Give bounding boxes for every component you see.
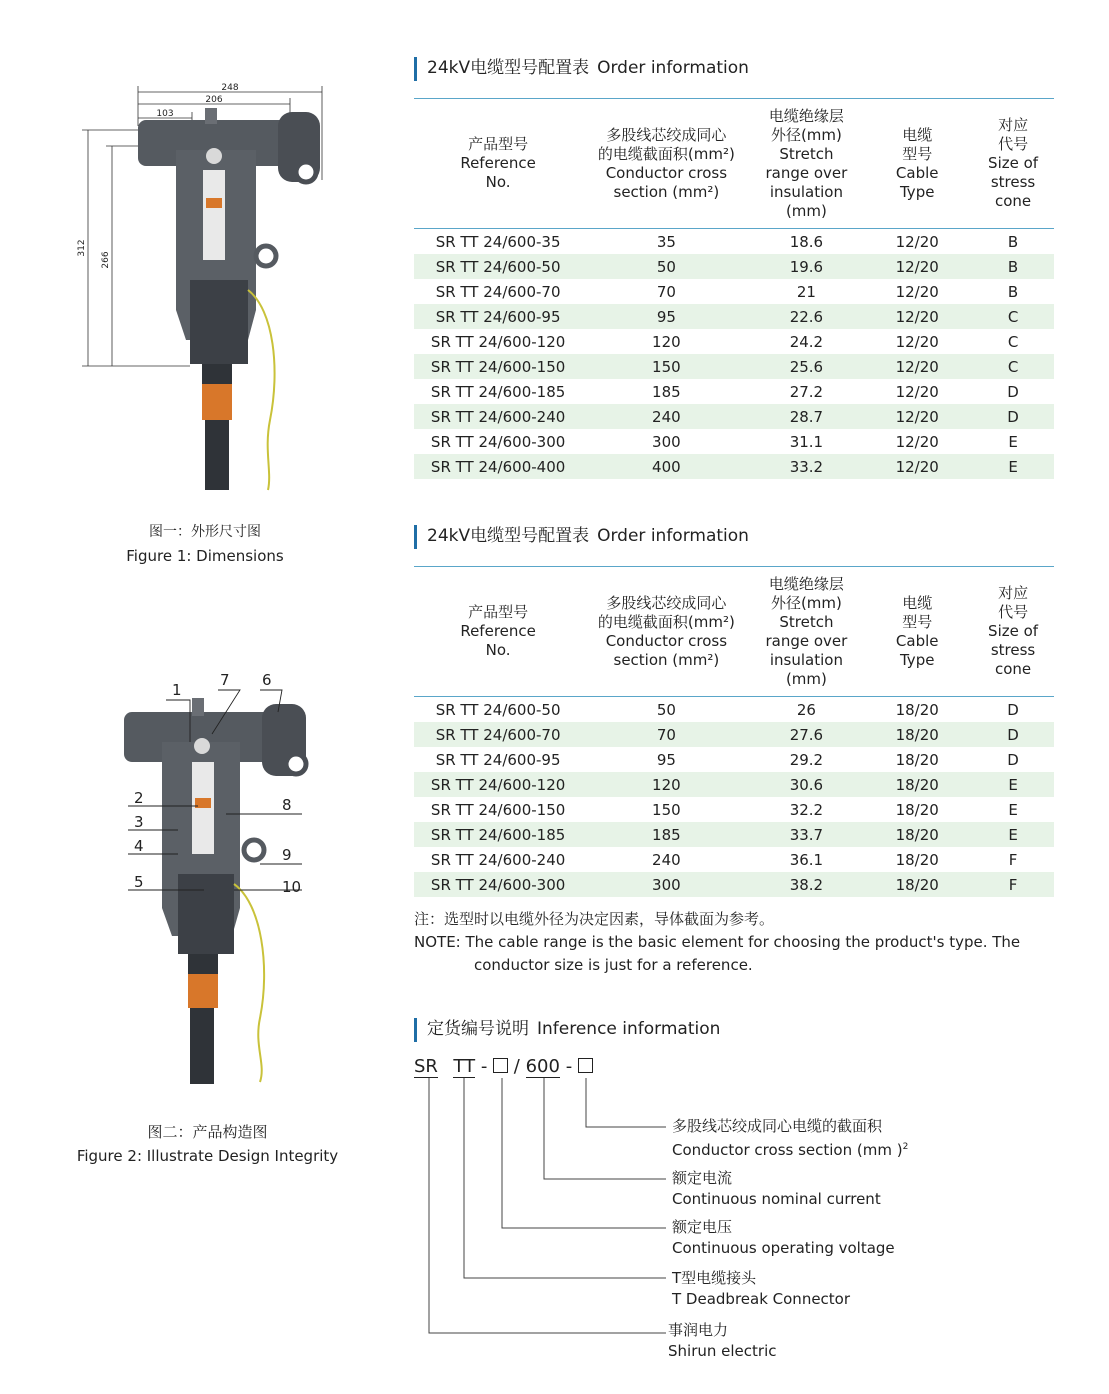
callout-4: 4 (134, 837, 144, 855)
callout-1: 1 (172, 681, 182, 699)
header-line: Reference (460, 622, 536, 640)
dim-266: 266 (101, 251, 111, 269)
cell-section: 50 (656, 700, 676, 719)
table-row (414, 404, 1054, 429)
cell-reference: SR TT 24/600-50 (414, 254, 582, 279)
order-info-table-2 (414, 566, 1054, 897)
cell-stretch: 27.2 (789, 382, 824, 401)
legend-voltage-zh: 额定电压 (672, 1218, 733, 1236)
cell-cable-type: 12/20 (862, 254, 972, 279)
cell-reference: SR TT 24/600-35 (435, 232, 561, 251)
cell-section: 95 (656, 750, 676, 769)
cell-stretch: 29.2 (789, 750, 824, 769)
dim-312: 312 (77, 239, 87, 257)
header-line: insulation (769, 650, 843, 669)
header-cable-type (862, 99, 972, 229)
header-cable-type (862, 567, 972, 697)
cell-reference: SR TT 24/600-50 (435, 700, 561, 719)
cell-cone: B (972, 254, 1054, 279)
table-1-title-en: Order information (597, 58, 749, 78)
cell-reference: SR TT 24/600-300 (414, 872, 582, 897)
cell-cone: E (972, 454, 1054, 479)
figure-1-caption (60, 520, 350, 568)
note-en-line-2: conductor size is just for a reference. (474, 956, 753, 974)
header-line: 产品型号 (468, 603, 529, 621)
cell-cable-type: 18/20 (895, 750, 939, 769)
cell-cable-type: 12/20 (895, 232, 939, 251)
callout-8: 8 (282, 796, 292, 814)
cell-cable-type: 12/20 (895, 432, 939, 451)
cell-cone: D (1007, 382, 1019, 401)
cell-section: 95 (582, 304, 750, 329)
code-separator: - (565, 1056, 573, 1077)
cell-cable-type: 18/20 (862, 772, 972, 797)
callout-3: 3 (134, 813, 144, 831)
cell-cable-type: 12/20 (895, 332, 939, 351)
cell-stretch: 22.6 (751, 304, 863, 329)
cell-stretch: 33.2 (751, 454, 863, 479)
cell-cable-type: 12/20 (895, 382, 939, 401)
cell-cable-type: 18/20 (862, 722, 972, 747)
cell-cable-type: 12/20 (862, 454, 972, 479)
header-line: insulation (769, 182, 843, 201)
cell-cone: D (1007, 750, 1019, 769)
header-stress-cone (972, 99, 1054, 229)
figure-2-caption-en: Figure 2: Illustrate Design Integrity (76, 1147, 339, 1165)
header-line: 代号 (998, 603, 1029, 621)
cell-cable-type: 12/20 (895, 282, 939, 301)
header-line: Stretch (779, 144, 834, 163)
header-conductor-section (582, 99, 750, 229)
header-line: 电缆绝缘层 (768, 574, 844, 593)
header-line: 多股线芯绞成同心 (606, 593, 727, 612)
header-line: cone (994, 660, 1032, 678)
table-row (414, 454, 1054, 479)
code-separator: - (480, 1056, 488, 1077)
cell-section: 240 (652, 850, 681, 869)
header-line: stress (990, 173, 1036, 191)
table-row (414, 254, 1054, 279)
dim-206: 206 (205, 95, 223, 105)
cell-reference: SR TT 24/600-70 (435, 282, 561, 301)
header-line: 电缆绝缘层 (768, 106, 844, 125)
table-row (414, 747, 1054, 772)
code-part-600: 600 (525, 1056, 560, 1077)
cell-cone: D (972, 404, 1054, 429)
table-row (414, 279, 1054, 304)
header-line: 代号 (998, 135, 1029, 153)
cell-reference: SR TT 24/600-240 (430, 850, 566, 869)
cell-cone: C (1007, 332, 1019, 351)
cell-reference: SR TT 24/600-95 (435, 750, 561, 769)
header-stress-cone (972, 567, 1054, 697)
cell-stretch: 25.6 (751, 354, 863, 379)
table-row (414, 304, 1054, 329)
header-line: 对应 (998, 116, 1029, 134)
figure-2-caption (40, 1120, 375, 1168)
header-line: No. (485, 641, 511, 659)
header-line: Stretch (779, 612, 834, 631)
cell-reference: SR TT 24/600-240 (414, 404, 582, 429)
cell-reference: SR TT 24/600-150 (430, 800, 566, 819)
header-line: cone (994, 192, 1032, 210)
cell-section: 300 (652, 432, 681, 451)
table-row (414, 429, 1054, 454)
legend-item-current (672, 1168, 881, 1210)
cell-section: 70 (582, 722, 750, 747)
legend-connector-zh: T型电缆接头 (672, 1269, 757, 1287)
header-line: Type (899, 650, 935, 669)
cell-section: 300 (582, 872, 750, 897)
cell-section: 400 (582, 454, 750, 479)
cell-section: 35 (656, 232, 676, 251)
cell-stretch: 19.6 (751, 254, 863, 279)
inference-leader-lines (414, 1076, 674, 1346)
header-line: 对应 (998, 584, 1029, 602)
cell-section: 185 (582, 822, 750, 847)
header-line: Cable (895, 631, 939, 650)
cell-cable-type: 18/20 (862, 872, 972, 897)
order-info-table-1 (414, 98, 1054, 479)
table-row (414, 329, 1054, 354)
cell-section: 150 (582, 354, 750, 379)
legend-item-voltage (672, 1217, 895, 1259)
code-voltage-box (493, 1058, 508, 1073)
inference-title-zh: 定货编号说明 (427, 1019, 529, 1039)
figure-1-caption-en: Figure 1: Dimensions (126, 547, 284, 565)
note-zh: 注：选型时以电缆外径为决定因素，导体截面为参考。 (414, 910, 775, 928)
table-row (414, 772, 1054, 797)
cell-cable-type: 18/20 (895, 700, 939, 719)
inference-title (414, 1018, 720, 1042)
cell-cable-type: 18/20 (862, 822, 972, 847)
callout-10: 10 (282, 878, 302, 896)
header-line: 多股线芯绞成同心 (606, 125, 727, 144)
cell-stretch: 18.6 (789, 232, 824, 251)
legend-current-zh: 额定电流 (672, 1169, 733, 1187)
legend-item-section (672, 1116, 908, 1161)
header-line: Reference (460, 154, 536, 172)
header-line: 外径(mm) (770, 125, 842, 144)
inference-title-en: Inference information (537, 1019, 721, 1039)
cell-reference: SR TT 24/600-300 (430, 432, 566, 451)
table-row (414, 822, 1054, 847)
figure-2-design-drawing (100, 668, 330, 1088)
cell-reference: SR TT 24/600-185 (414, 822, 582, 847)
legend-item-brand (668, 1320, 776, 1362)
header-stretch-range (751, 99, 863, 229)
header-line: 产品型号 (468, 135, 529, 153)
table-row (414, 847, 1054, 872)
table-row (414, 722, 1054, 747)
legend-section-zh: 多股线芯绞成同心电缆的截面积 (672, 1117, 883, 1135)
cell-reference: SR TT 24/600-120 (414, 772, 582, 797)
legend-current-en: Continuous nominal current (672, 1190, 881, 1208)
table-header-row (414, 99, 1054, 229)
note-en-line-1: NOTE: The cable range is the basic element for choosing the product's type. The (414, 933, 1021, 951)
cell-reference: SR TT 24/600-185 (430, 382, 566, 401)
callout-2: 2 (134, 789, 144, 807)
cell-stretch: 36.1 (789, 850, 824, 869)
dim-103: 103 (156, 109, 174, 119)
cell-reference: SR TT 24/600-70 (414, 722, 582, 747)
table-row (414, 797, 1054, 822)
cell-stretch: 28.7 (751, 404, 863, 429)
header-reference (414, 99, 582, 229)
legend-section-en: Conductor cross section (mm ) (672, 1141, 903, 1159)
table-row (414, 229, 1054, 255)
header-line: 外径(mm) (770, 593, 842, 612)
cell-cable-type: 12/20 (862, 304, 972, 329)
code-part-sr: SR (414, 1056, 438, 1077)
header-line: (mm) (785, 201, 827, 220)
callout-7: 7 (220, 671, 230, 689)
header-reference (414, 567, 582, 697)
cell-stretch: 33.7 (751, 822, 863, 847)
cell-cone: E (1008, 800, 1018, 819)
header-line: 型号 (902, 144, 933, 163)
callout-5: 5 (134, 873, 144, 891)
cell-cone: D (972, 722, 1054, 747)
cell-cone: B (1007, 282, 1019, 301)
callout-9: 9 (282, 846, 292, 864)
dim-248: 248 (221, 83, 239, 93)
cell-stretch: 24.2 (789, 332, 824, 351)
header-line: 电缆 (902, 125, 933, 144)
cell-stretch: 21 (796, 282, 816, 301)
header-line: Size of (988, 154, 1039, 172)
table-header-row (414, 567, 1054, 697)
header-line: range over (765, 163, 848, 182)
cell-cone: E (1008, 432, 1018, 451)
cell-section: 240 (582, 404, 750, 429)
legend-item-connector (672, 1268, 850, 1310)
header-line: 电缆 (902, 593, 933, 612)
header-line: range over (765, 631, 848, 650)
header-line: section (mm²) (613, 182, 720, 201)
cell-cable-type: 12/20 (862, 404, 972, 429)
table-1-title-zh: 24kV电缆型号配置表 (427, 58, 590, 78)
header-line: Size of (988, 622, 1039, 640)
cell-section: 70 (656, 282, 676, 301)
legend-connector-en: T Deadbreak Connector (672, 1290, 851, 1308)
table-row (414, 872, 1054, 897)
callout-6: 6 (262, 671, 272, 689)
cell-cone: F (1008, 850, 1018, 869)
header-line: (mm) (785, 669, 827, 688)
header-line: 型号 (902, 612, 933, 631)
table-2-title-zh: 24kV电缆型号配置表 (427, 526, 590, 546)
cell-cable-type: 18/20 (895, 800, 939, 819)
table-2-title (414, 525, 749, 549)
code-section-box (578, 1058, 593, 1073)
header-line: Cable (895, 163, 939, 182)
cell-reference: SR TT 24/600-95 (414, 304, 582, 329)
cell-cone: F (972, 872, 1054, 897)
table-row (414, 354, 1054, 379)
table-row (414, 379, 1054, 404)
selection-note (414, 908, 1074, 977)
cell-reference: SR TT 24/600-400 (414, 454, 582, 479)
cell-stretch: 26 (796, 700, 816, 719)
cell-stretch: 32.2 (789, 800, 824, 819)
cell-cone: D (1007, 700, 1019, 719)
figure-1-dimensions-drawing (60, 80, 350, 500)
legend-brand-zh: 事润电力 (668, 1321, 729, 1339)
cell-stretch: 38.2 (751, 872, 863, 897)
legend-voltage-en: Continuous operating voltage (672, 1239, 895, 1257)
header-line: Conductor cross (605, 163, 728, 182)
table-2-title-en: Order information (597, 526, 749, 546)
header-line: 的电缆截面积(mm²) (597, 612, 735, 631)
header-line: stress (990, 641, 1036, 659)
header-line: 的电缆截面积(mm²) (597, 144, 735, 163)
code-part-tt: TT (453, 1056, 476, 1077)
cell-cone: E (972, 772, 1054, 797)
figure-2-caption-zh: 图二：产品构造图 (147, 1123, 268, 1141)
cell-stretch: 31.1 (789, 432, 824, 451)
cell-reference: SR TT 24/600-120 (430, 332, 566, 351)
code-slash: / (513, 1056, 520, 1077)
figure-1-caption-zh: 图一：外形尺寸图 (149, 524, 261, 540)
cell-cone: B (1007, 232, 1019, 251)
cell-cone: E (972, 822, 1054, 847)
header-line: section (mm²) (613, 650, 720, 669)
cell-section: 150 (652, 800, 681, 819)
cell-section: 50 (582, 254, 750, 279)
cell-section: 120 (652, 332, 681, 351)
legend-brand-en: Shirun electric (668, 1342, 777, 1360)
table-row (414, 697, 1054, 723)
header-line: Conductor cross (605, 631, 728, 650)
cell-cone: C (972, 354, 1054, 379)
cell-cable-type: 18/20 (895, 850, 939, 869)
cell-section: 185 (652, 382, 681, 401)
cell-cone: C (972, 304, 1054, 329)
header-line: No. (485, 173, 511, 191)
header-conductor-section (582, 567, 750, 697)
order-code (414, 1056, 593, 1078)
cell-section: 120 (582, 772, 750, 797)
legend-section-sup: 2 (902, 1142, 909, 1152)
cell-reference: SR TT 24/600-150 (414, 354, 582, 379)
table-1-title (414, 57, 749, 81)
cell-stretch: 27.6 (751, 722, 863, 747)
cell-stretch: 30.6 (751, 772, 863, 797)
cell-cable-type: 12/20 (862, 354, 972, 379)
header-stretch-range (751, 567, 863, 697)
header-line: Type (899, 182, 935, 201)
